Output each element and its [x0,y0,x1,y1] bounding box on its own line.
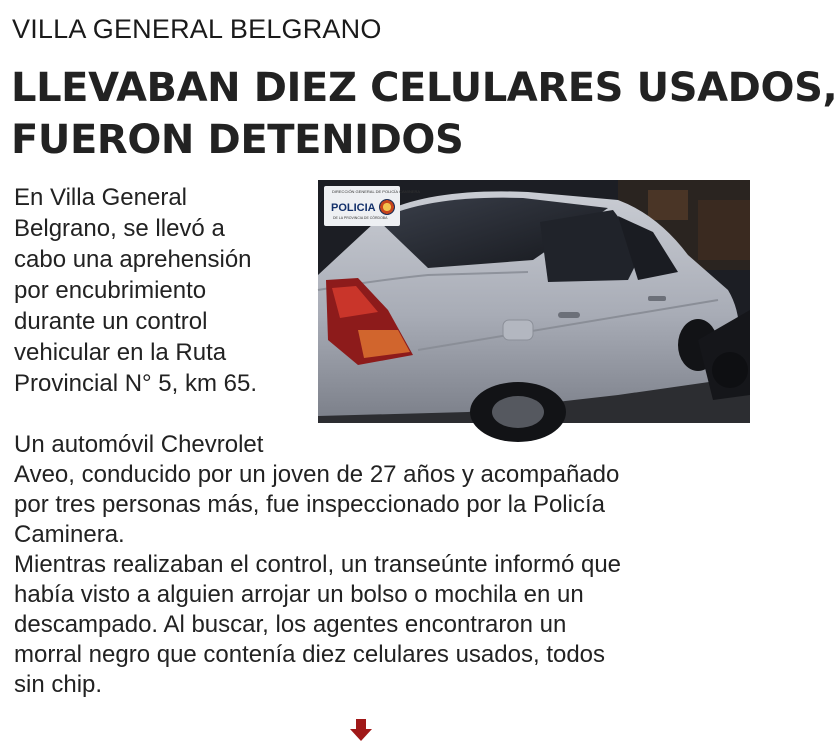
lead-line: vehicular en la Ruta [14,339,227,366]
lead-paragraph [14,182,314,399]
body-line: Caminera. [14,521,125,548]
body-line: sin chip. [14,671,103,698]
body-line: descampado. Al buscar, los agentes encontraron un [14,611,567,638]
article-body [14,430,739,700]
body-line: por tres personas más, fue inspeccionado por la Policía [14,491,605,518]
car-photo [318,180,750,423]
badge-sub-text: DE LA PROVINCIA DE CÓRDOBA [333,216,388,220]
section-kicker: VILLA GENERAL BELGRANO [12,14,382,44]
body-line: había visto a alguien arrojar un bolso o mochila en un [14,581,584,608]
lead-line: Belgrano, se llevó a [14,215,225,242]
headline-line: LLEVABAN DIEZ CELULARES USADOS, [11,65,837,111]
lead-line: cabo una aprehensión [14,246,252,273]
headline [11,62,837,166]
police-shield-icon [379,199,395,215]
body-line: Mientras realizaban el control, un transeúnte informó que [14,551,622,578]
arrow-down-icon[interactable] [348,717,374,743]
police-badge [324,186,421,226]
badge-top-text: DIRECCIÓN GENERAL DE POLICÍA CAMINERA [332,189,421,194]
lead-line: por encubrimiento [14,277,207,304]
lead-line: durante un control [14,308,208,335]
body-line: morral negro que contenía diez celulares usados, todos [14,641,606,668]
lead-line: Provincial N° 5, km 65. [14,370,258,397]
body-line: Un automóvil Chevrolet [14,431,264,458]
badge-word: POLICIA [331,202,376,214]
headline-line: FUERON DETENIDOS [11,117,464,163]
body-line: Aveo, conducido por un joven de 27 años y acompañado [14,461,620,488]
lead-line: En Villa General [14,184,187,211]
